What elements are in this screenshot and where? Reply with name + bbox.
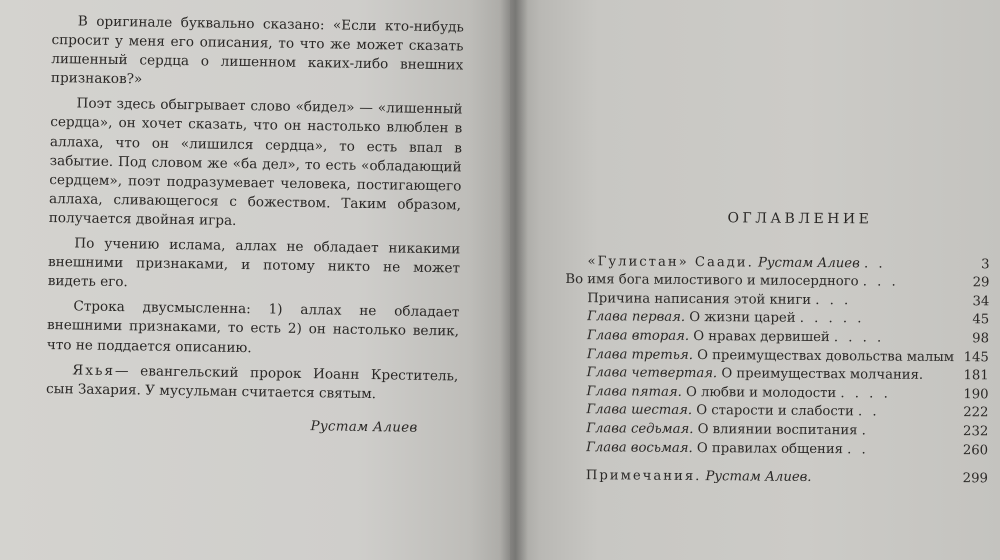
yahya-term: Яхья [72, 361, 116, 379]
toc-page-number: 98 [972, 331, 990, 347]
toc-page-number: 299 [962, 471, 988, 487]
toc-chapter-label: Глава первая. [587, 309, 686, 326]
toc-leader: . . [858, 404, 880, 420]
toc-entry-title: Во имя бога милостивого и милосердного [565, 272, 859, 290]
toc-leader: . . . [862, 274, 899, 290]
toc-leader: . . . . [833, 330, 885, 346]
table-of-contents [564, 208, 998, 489]
toc-page-number: 145 [963, 349, 989, 365]
toc-page-number: 181 [963, 368, 989, 384]
toc-entry-title: «Гулистан» Саади. [587, 253, 754, 271]
toc-page-number: 190 [963, 386, 989, 403]
toc-entry-title: Причина написания этой книги [587, 290, 812, 308]
toc-entry-author: Рустам Алиев [757, 255, 860, 271]
toc-chapter-label: Глава третья. [586, 346, 694, 363]
toc-entry [564, 439, 996, 461]
toc-notes-author: Рустам Алиев. [705, 469, 812, 486]
toc-entry-title: О любви и молодости [685, 384, 837, 401]
toc-chapter-label: Глава шестая. [586, 402, 693, 419]
toc-leader: . [861, 423, 869, 439]
yahya-definition: — евангельский пророк Иоанн Креститель, сын Захария. У мусульман считается святым. [45, 362, 459, 402]
notes-author: Рустам Алиев [310, 418, 418, 436]
toc-entry-title: О преимуществах молчания. [721, 366, 924, 383]
toc-notes-title: Примечания. [585, 468, 702, 485]
toc-entry-title: О нравах дервишей [693, 328, 830, 346]
toc-chapter-label: Глава пятая. [586, 383, 682, 400]
toc-heading: ОГЛАВЛЕНИЕ [727, 210, 873, 228]
toc-chapter-label: Глава вторая. [586, 328, 690, 344]
toc-page-number: 45 [972, 312, 990, 328]
note-paragraph-4: Строка двусмысленна: 1) аллах не обладает внешними признаками, то есть 2) он настолько велик, что не поддается описанию. [46, 298, 460, 356]
toc-chapter-label: Глава седьмая. [586, 421, 694, 437]
toc-entry-title: О жизни царей [689, 310, 796, 327]
toc-entry-title: О старости и слабости [696, 403, 854, 420]
book-gutter [500, 0, 528, 560]
note-paragraph-1: В оригинале буквально сказано: «Если кто-нибудь спросит у меня его описания, то что же может сказать лишенный сердца о лишенном каких-либо внешних признаков?» [50, 13, 464, 88]
toc-chapter-label: Глава восьмая. [586, 439, 693, 456]
toc-page-number: 34 [972, 293, 990, 310]
note-paragraph-2: Поэт здесь обыгрывает слово «бидел» — «лишенный сердца», он хочет сказать, что он настолько влюблен в аллаха, что он «лишился сердца», то есть впал в забытие. Под словом же «ба дел», то есть «обладающий сердцем», поэт подразумевает человека, постигающего аллаха, сливающегося с божеством. Таким образом, получается двойная игра. [48, 95, 463, 229]
toc-page-number: 29 [972, 275, 990, 291]
toc-entry-title: О влиянии воспитания [697, 421, 858, 439]
toc-page-number: 232 [963, 424, 989, 440]
toc-leader: . . [847, 441, 869, 457]
notes-text-block [45, 12, 464, 438]
toc-page-number: 260 [962, 442, 989, 458]
toc-leader: . . [863, 255, 886, 272]
toc-entry-title: О правилах общения [696, 440, 844, 457]
toc-page-number: 222 [963, 405, 989, 421]
toc-chapter-label: Глава четвертая. [586, 365, 718, 382]
toc-notes-entry [564, 467, 996, 489]
note-paragraph-5 [46, 361, 459, 406]
toc-leader: . . . [815, 292, 852, 309]
toc-page-number: 3 [981, 256, 990, 272]
toc-leader: . . . . [840, 385, 891, 402]
note-paragraph-3: По учению ислама, аллах не обладает никакими внешними признаками, и потому никто не может видеть его. [47, 235, 461, 291]
toc-entry-title: О преимуществах довольства малым [697, 347, 955, 365]
toc-leader: . . . . . [799, 311, 865, 327]
